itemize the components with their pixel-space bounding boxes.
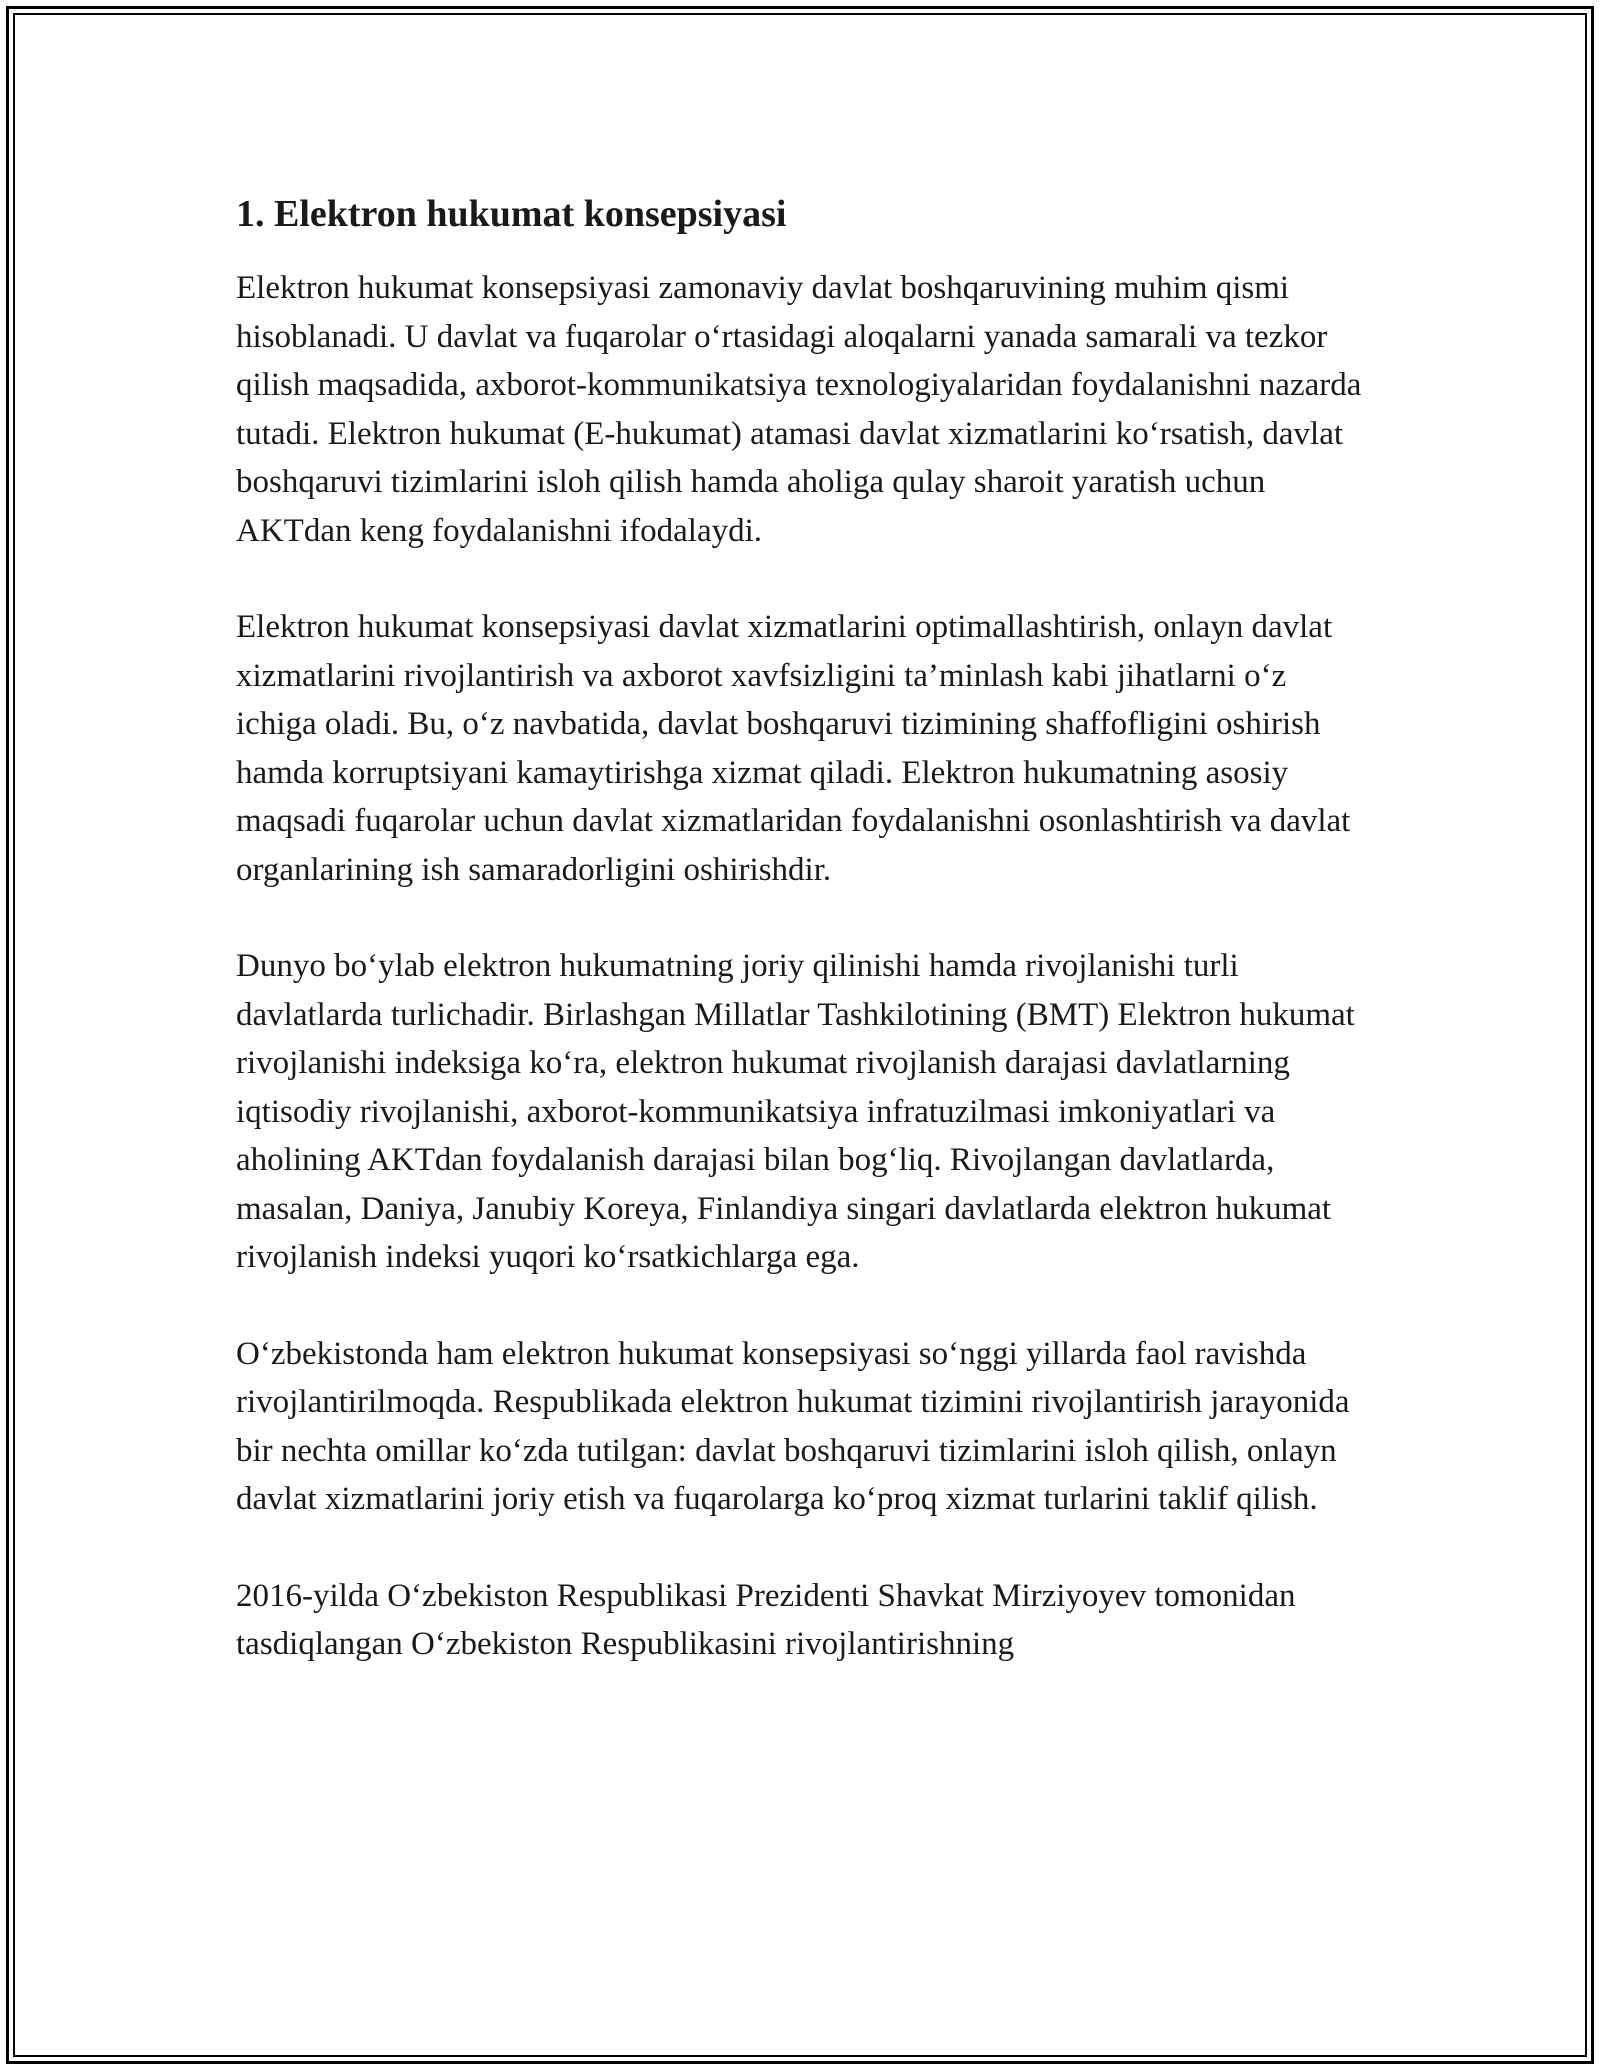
document-body	[236, 188, 1366, 1669]
paragraph-2: Elektron hukumat konsepsiyasi davlat xizmatlarini optimallashtirish, onlayn davlat xizmatlarini rivojlantirish va axborot xavfsizligini ta’minlash kabi jihatlarni o‘z ichiga oladi. Bu, o‘z navbatida, davlat boshqaruvi tizimining shaffofligini oshirish hamda korruptsiyani kamaytirishga xizmat qiladi. Elektron hukumatning asosiy maqsadi fuqarolar uchun davlat xizmatlaridan foydalanishni osonlashtirish va davlat organlarining ish samaradorligini oshirishdir.	[236, 609, 1351, 888]
paragraph-5: 2016-yilda O‘zbekiston Respublikasi Prezidenti Shavkat Mirziyoyev tomonidan tasdiqlangan O‘zbekiston Respublikasini rivojlantirishning	[236, 1577, 1296, 1662]
paragraph-4: O‘zbekistonda ham elektron hukumat konsepsiyasi so‘nggi yillarda faol ravishda rivojlantirilmoqda. Respublikada elektron hukumat tizimini rivojlantirish jarayonida bir nechta omillar ko‘zda tutilgan: davlat boshqaruvi tizimlarini isloh qilish, onlayn davlat xizmatlarini joriy etish va fuqarolarga ko‘proq xizmat turlarini taklif qilish.	[236, 1335, 1350, 1517]
section-heading: 1. Elektron hukumat konsepsiyasi	[236, 193, 787, 235]
paragraph-1: Elektron hukumat konsepsiyasi zamonaviy davlat boshqaruvining muhim qismi hisoblanadi. U davlat va fuqarolar o‘rtasidagi aloqalarni yanada samarali va tezkor qilish maqsadida, axborot-kommunikatsiya texnologiyalaridan foydalanishni nazarda tutadi. Elektron hukumat (E-hukumat) atamasi davlat xizmatlarini ko‘rsatish, davlat boshqaruvi tizimlarini isloh qilish hamda aholiga qulay sharoit yaratish uchun AKTdan keng foydalanishni ifodalaydi.	[236, 270, 1362, 549]
paragraph-3: Dunyo bo‘ylab elektron hukumatning joriy qilinishi hamda rivojlanishi turli davlatlarda turlichadir. Birlashgan Millatlar Tashkilotining (BMT) Elektron hukumat rivojlanishi indeksiga ko‘ra, elektron hukumat rivojlanish darajasi davlatlarning iqtisodiy rivojlanishi, axborot-kommunikatsiya infratuzilmasi imkoniyatlari va aholining AKTdan foydalanish darajasi bilan bog‘liq. Rivojlangan davlatlarda, masalan, Daniya, Janubiy Koreya, Finlandiya singari davlatlarda elektron hukumat rivojlanish indeksi yuqori ko‘rsatkichlarga ega.	[236, 948, 1355, 1275]
